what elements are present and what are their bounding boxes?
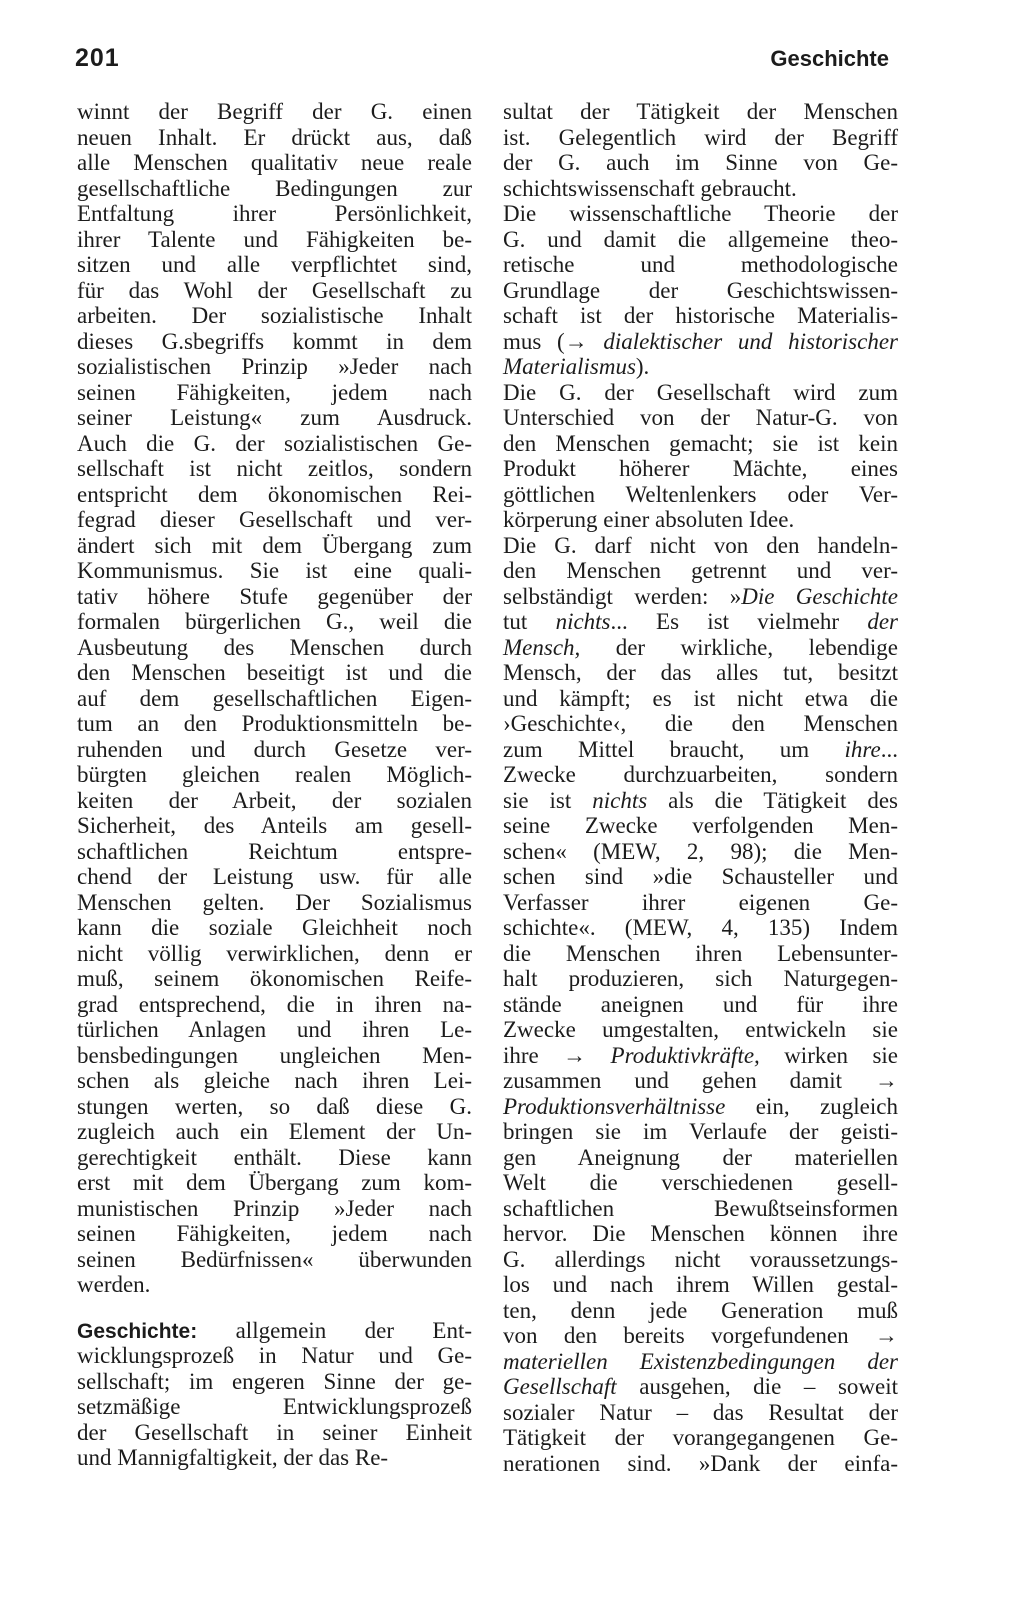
text-line: Zwecke umgestalten, entwickeln sie bbox=[503, 1017, 898, 1042]
text-run: ... Es ist vielmehr bbox=[610, 609, 868, 634]
text-run: tut bbox=[503, 609, 556, 634]
text-line: schaftlichen Reichtum entspre- bbox=[77, 838, 472, 864]
quote-italic: Mensch, bbox=[503, 634, 581, 660]
text-run: ). bbox=[635, 354, 650, 379]
text-line: von den bereits vorgefundenen → bbox=[503, 1323, 898, 1348]
cross-reference-link[interactable]: Gesellschaft bbox=[503, 1374, 617, 1399]
text-line bbox=[503, 329, 898, 355]
text-line: schaftlichen Bewußtseinsformen bbox=[503, 1195, 898, 1221]
text-line: göttlichen Weltenlenkers oder Ver- bbox=[503, 481, 898, 507]
text-line: Die G. der Gesellschaft wird zum bbox=[503, 379, 898, 405]
text-run: ihre → bbox=[503, 1042, 611, 1068]
text-line: auf dem gesellschaftlichen Eigen- bbox=[77, 685, 472, 711]
text-line: Mensch, der das alles tut, besitzt bbox=[503, 660, 898, 685]
text-line bbox=[503, 584, 898, 610]
text-line bbox=[503, 635, 898, 661]
text-line: zugleich auch ein Element der Un- bbox=[77, 1119, 472, 1144]
text-line: winnt der Begriff der G. einen bbox=[77, 99, 472, 124]
text-run: ... bbox=[880, 736, 898, 762]
text-line: setzmäßige Entwicklungsprozeß bbox=[77, 1394, 472, 1419]
text-line: sozialer Natur – das Resultat der bbox=[503, 1399, 898, 1425]
text-line: hervor. Die Menschen können ihre bbox=[503, 1221, 898, 1246]
text-line: sultat der Tätigkeit der Menschen bbox=[503, 99, 898, 124]
text-line: und kämpft; es ist nicht etwa die bbox=[503, 685, 898, 711]
text-line: seinen Fähigkeiten, jedem nach bbox=[77, 1221, 472, 1246]
text-line: den Menschen beseitigt ist und die bbox=[77, 660, 472, 685]
text-line: Tätigkeit der vorangegangenen Ge- bbox=[503, 1425, 898, 1450]
text-line: kann die soziale Gleichheit noch bbox=[77, 915, 472, 940]
text-line: Zwecke durchzuarbeiten, sondern bbox=[503, 762, 898, 787]
text-line: arbeiten. Der sozialistische Inhalt bbox=[77, 303, 472, 328]
text-line: wicklungsprozeß in Natur und Ge- bbox=[77, 1343, 472, 1368]
text-run: ein, zugleich bbox=[725, 1093, 898, 1119]
text-line: Produkt höherer Mächte, eines bbox=[503, 456, 898, 481]
text-line: los und nach ihrem Willen gestal- bbox=[503, 1272, 898, 1297]
text-run: ausgehen, die – soweit bbox=[616, 1374, 898, 1399]
text-line: formalen bürgerlichen G., weil die bbox=[77, 609, 472, 634]
text-line bbox=[503, 788, 898, 814]
text-line: Unterschied von der Natur-G. von bbox=[503, 405, 898, 430]
quote-italic: der bbox=[867, 609, 899, 634]
text-line bbox=[503, 354, 898, 380]
text-line: grad entsprechend, die in ihren na- bbox=[77, 991, 472, 1017]
text-line: ändert sich mit dem Übergang zum bbox=[77, 532, 472, 558]
text-line: Die G. darf nicht von den handeln- bbox=[503, 532, 898, 558]
text-line: gen Aneignung der materiellen bbox=[503, 1144, 898, 1170]
text-line: sitzen und alle verpflichtet sind, bbox=[77, 252, 472, 277]
text-line: bringen sie im Verlaufe der geisti- bbox=[503, 1119, 898, 1144]
text-line: Verfasser ihrer eigenen Ge- bbox=[503, 889, 898, 915]
text-line: tum an den Produktionsmitteln be- bbox=[77, 711, 472, 736]
text-line: werden. bbox=[77, 1272, 151, 1297]
entry-headword: Geschichte: bbox=[77, 1319, 198, 1343]
text-line: entspricht dem ökonomischen Rei- bbox=[77, 481, 472, 507]
text-line: ist. Gelegentlich wird der Begriff bbox=[503, 124, 898, 150]
text-line: stungen werten, so daß diese G. bbox=[77, 1093, 472, 1119]
text-line: alle Menschen qualitativ neue reale bbox=[77, 150, 472, 175]
text-line: bensbedingungen ungleichen Men- bbox=[77, 1042, 472, 1068]
text-line: Menschen gelten. Der Sozialismus bbox=[77, 889, 472, 915]
entry-first-line bbox=[77, 1318, 472, 1344]
entry-definition-start: allgemein der Ent- bbox=[197, 1317, 472, 1343]
text-line: seinen Bedürfnissen« überwunden bbox=[77, 1246, 472, 1272]
text-line: retische und methodologische bbox=[503, 252, 898, 277]
text-line: schen« (MEW, 2, 98); die Men- bbox=[503, 838, 898, 864]
text-line: schichte«. (MEW, 4, 135) Indem bbox=[503, 915, 898, 940]
text-line: Welt die verschiedenen gesell- bbox=[503, 1170, 898, 1195]
text-line: sozialistischen Prinzip »Jeder nach bbox=[77, 354, 472, 379]
text-line: ten, denn jede Generation muß bbox=[503, 1297, 898, 1323]
cross-reference-link[interactable]: dialektischer und historischer bbox=[603, 328, 898, 354]
quote-italic: nichts bbox=[592, 787, 648, 813]
text-line: Entfaltung ihrer Persönlichkeit, bbox=[77, 201, 472, 226]
text-line: ihrer Talente und Fähigkeiten be- bbox=[77, 226, 472, 252]
text-line: schaft ist der historische Materialis- bbox=[503, 303, 898, 328]
text-line: chend der Leistung usw. für alle bbox=[77, 864, 472, 889]
text-line: munistischen Prinzip »Jeder nach bbox=[77, 1195, 472, 1221]
text-line: Sicherheit, des Anteils am gesell- bbox=[77, 813, 472, 838]
text-run: wirken sie bbox=[759, 1042, 898, 1068]
text-run: mus (→ bbox=[503, 328, 604, 354]
text-line: körperung einer absoluten Idee. bbox=[503, 507, 795, 532]
text-line: Auch die G. der sozialistischen Ge- bbox=[77, 430, 472, 456]
text-line: Die wissenschaftliche Theorie der bbox=[503, 201, 898, 226]
text-run: zum Mittel braucht, um bbox=[503, 736, 845, 762]
text-line: nicht völlig verwirklichen, denn er bbox=[77, 940, 472, 966]
text-line: sellschaft ist nicht zeitlos, sondern bbox=[77, 456, 472, 481]
text-line: der G. auch im Sinne von Ge- bbox=[503, 150, 898, 175]
text-line bbox=[503, 1094, 898, 1120]
text-line: den Menschen gemacht; sie ist kein bbox=[503, 430, 898, 456]
text-line: für das Wohl der Gesellschaft zu bbox=[77, 277, 472, 303]
text-line: Ausbeutung des Menschen durch bbox=[77, 634, 472, 660]
text-line: bürgten gleichen realen Möglich- bbox=[77, 762, 472, 787]
text-line: fegrad dieser Gesellschaft und ver- bbox=[77, 507, 472, 532]
text-line bbox=[503, 609, 898, 635]
text-line: schen als gleiche nach ihren Lei- bbox=[77, 1068, 472, 1093]
text-line: Grundlage der Geschichtswissen- bbox=[503, 277, 898, 303]
text-line bbox=[503, 1374, 898, 1400]
cross-reference-link[interactable]: Produktivkräfte, bbox=[610, 1042, 760, 1068]
text-line bbox=[503, 737, 898, 763]
text-line: G. und damit die allgemeine theo- bbox=[503, 226, 898, 252]
text-line: erst mit dem Übergang zum kom- bbox=[77, 1170, 472, 1195]
text-line: schichtswissenschaft gebraucht. bbox=[503, 175, 797, 201]
text-run: selbständigt werden: » bbox=[503, 583, 742, 609]
quote-italic: nichts bbox=[555, 609, 611, 634]
text-run: sie ist bbox=[503, 787, 593, 813]
text-line: der Gesellschaft in seiner Einheit bbox=[77, 1419, 472, 1445]
text-line: sellschaft; im engeren Sinne der ge- bbox=[77, 1368, 472, 1394]
right-column bbox=[503, 99, 898, 1476]
text-line: den Menschen getrennt und ver- bbox=[503, 558, 898, 583]
text-line: muß, seinem ökonomischen Reife- bbox=[77, 966, 472, 991]
quote-italic: ihre bbox=[844, 736, 881, 762]
text-line: zusammen und gehen damit → bbox=[503, 1068, 898, 1093]
text-line: tativ höhere Stufe gegenüber der bbox=[77, 583, 472, 609]
page-number: 201 bbox=[75, 44, 120, 72]
text-line: Kommunismus. Sie ist eine quali- bbox=[77, 558, 472, 583]
text-line: dieses G.sbegriffs kommt in dem bbox=[77, 328, 472, 354]
text-line: halt produzieren, sich Naturgegen- bbox=[503, 966, 898, 991]
text-line: gerechtigkeit enthält. Diese kann bbox=[77, 1144, 472, 1170]
text-line: keiten der Arbeit, der sozialen bbox=[77, 787, 472, 813]
text-line: seinen Fähigkeiten, jedem nach bbox=[77, 379, 472, 405]
text-line: nerationen sind. »Dank der einfa- bbox=[503, 1450, 898, 1476]
paragraph-gap bbox=[77, 1298, 472, 1318]
text-line: stände aneignen und für ihre bbox=[503, 991, 898, 1017]
text-line: die Menschen ihren Lebensunter- bbox=[503, 940, 898, 966]
text-run: der wirkliche, lebendige bbox=[580, 634, 898, 660]
text-line bbox=[503, 1043, 898, 1069]
cross-reference-link[interactable]: Materialismus bbox=[503, 354, 636, 379]
text-line: und Mannigfaltigkeit, der das Re- bbox=[77, 1445, 389, 1470]
text-run: als die Tätigkeit des bbox=[647, 787, 899, 813]
text-line: G. allerdings nicht voraussetzungs- bbox=[503, 1246, 898, 1272]
text-line: neuen Inhalt. Er drückt aus, daß bbox=[77, 124, 472, 150]
text-line: seiner Leistung« zum Ausdruck. bbox=[77, 405, 472, 430]
quote-italic: Die Geschichte bbox=[741, 583, 898, 609]
cross-reference-link[interactable]: Produktionsverhältnisse bbox=[503, 1093, 726, 1119]
entry-definition bbox=[77, 1343, 472, 1471]
text-line: ruhenden und durch Gesetze ver- bbox=[77, 736, 472, 762]
text-line: schen sind »die Schausteller und bbox=[503, 864, 898, 889]
text-line bbox=[503, 1349, 898, 1375]
text-line: seine Zwecke verfolgenden Men- bbox=[503, 813, 898, 838]
paragraph-continuation bbox=[77, 99, 472, 1298]
text-line: ›Geschichte‹, die den Menschen bbox=[503, 711, 898, 736]
text-line: türlichen Anlagen und ihren Le- bbox=[77, 1017, 472, 1042]
cross-reference-link[interactable]: materiellen Existenzbedingungen der bbox=[503, 1348, 898, 1374]
left-column bbox=[77, 99, 472, 1471]
text-line: gesellschaftliche Bedingungen zur bbox=[77, 175, 472, 201]
running-head: Geschichte bbox=[770, 46, 889, 71]
